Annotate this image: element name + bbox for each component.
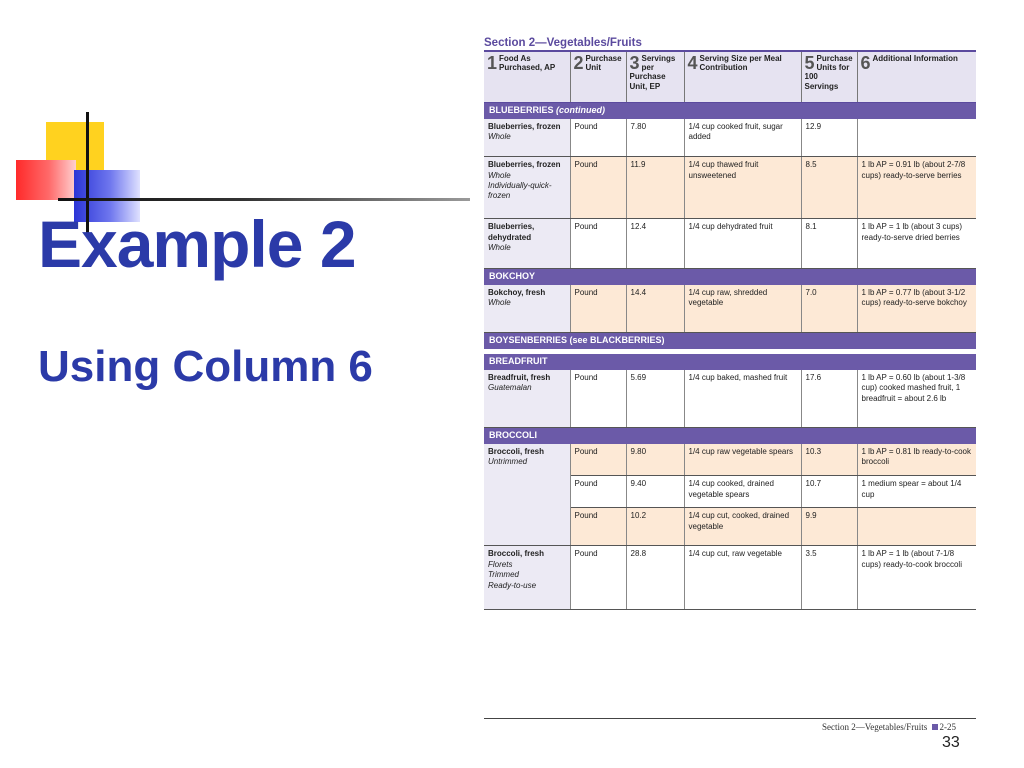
units-100-cell: 10.3 — [801, 444, 857, 476]
serving-size-cell: 1/4 cup cut, raw vegetable — [684, 546, 801, 610]
units-100-cell: 9.9 — [801, 508, 857, 546]
units-100-cell: 7.0 — [801, 285, 857, 333]
additional-info-cell — [857, 119, 976, 157]
purchase-unit-cell: Pound — [570, 157, 626, 219]
slide-title: Example 2 — [38, 207, 356, 281]
purchase-unit-cell: Pound — [570, 119, 626, 157]
food-cell: Bokchoy, fresh Whole — [484, 285, 570, 333]
serving-size-cell: 1/4 cup raw, shredded vegetable — [684, 285, 801, 333]
footer-rule — [484, 718, 976, 719]
servings-cell: 9.80 — [626, 444, 684, 476]
food-cell: Breadfruit, fresh Guatemalan — [484, 370, 570, 428]
purchase-unit-cell: Pound — [570, 285, 626, 333]
category-band-bokchoy: BOKCHOY — [484, 269, 976, 285]
servings-cell: 7.80 — [626, 119, 684, 157]
additional-info-cell: 1 lb AP = 0.81 lb ready-to-cook broccoli — [857, 444, 976, 476]
col-header-purchase-unit: 2 Purchase Unit — [570, 52, 626, 103]
food-cell: Broccoli, fresh Florets Trimmed Ready-to-use — [484, 546, 570, 610]
servings-cell: 9.40 — [626, 476, 684, 508]
col-header-food: 1 Food As Purchased, AP — [484, 52, 570, 103]
additional-info-cell: 1 lb AP = 0.91 lb (about 2-7/8 cups) ready-to-serve berries — [857, 157, 976, 219]
servings-cell: 28.8 — [626, 546, 684, 610]
col-header-units-100: 5 Purchase Units for 100 Servings — [801, 52, 857, 103]
purchase-unit-cell: Pound — [570, 370, 626, 428]
servings-cell: 12.4 — [626, 219, 684, 269]
slide-page-number: 33 — [942, 734, 960, 748]
footer-section-label: Section 2—Vegetables/Fruits — [822, 722, 928, 732]
units-100-cell: 8.5 — [801, 157, 857, 219]
additional-info-cell: 1 lb AP = 1 lb (about 7-1/8 cups) ready-to-cook broccoli — [857, 546, 976, 610]
decor-red-gradient-block — [16, 160, 76, 200]
serving-size-cell: 1/4 cup dehydrated fruit — [684, 219, 801, 269]
table-row — [484, 285, 976, 333]
additional-info-cell: 1 medium spear = about 1/4 cup — [857, 476, 976, 508]
purchase-unit-cell: Pound — [570, 476, 626, 508]
purchase-unit-cell: Pound — [570, 508, 626, 546]
table-row — [484, 444, 976, 476]
serving-size-cell: 1/4 cup cooked fruit, sugar added — [684, 119, 801, 157]
category-band-blueberries: BLUEBERRIES (continued) — [484, 103, 976, 119]
col-header-serving-size: 4 Serving Size per Meal Contribution — [684, 52, 801, 103]
units-100-cell: 12.9 — [801, 119, 857, 157]
serving-size-cell: 1/4 cup thawed fruit unsweetened — [684, 157, 801, 219]
table-row — [484, 119, 976, 157]
category-band-boysenberries: BOYSENBERRIES (see BLACKBERRIES) — [484, 333, 976, 352]
serving-size-cell: 1/4 cup raw vegetable spears — [684, 444, 801, 476]
table-row — [484, 157, 976, 219]
food-cell: Blueberries, frozen Whole Individually-quick-frozen — [484, 157, 570, 219]
units-100-cell: 17.6 — [801, 370, 857, 428]
table-row — [484, 370, 976, 428]
additional-info-cell: 1 lb AP = 1 lb (about 3 cups) ready-to-serve dried berries — [857, 219, 976, 269]
food-buying-guide-page — [484, 36, 976, 610]
col-header-additional-info: 6 Additional Information — [857, 52, 976, 103]
purchase-unit-cell: Pound — [570, 546, 626, 610]
section-title: Section 2—Vegetables/Fruits — [484, 36, 976, 52]
serving-size-cell: 1/4 cup cooked, drained vegetable spears — [684, 476, 801, 508]
purchase-unit-cell: Pound — [570, 444, 626, 476]
footer-page-ref: 2-25 — [939, 722, 956, 732]
servings-cell: 5.69 — [626, 370, 684, 428]
serving-size-cell: 1/4 cup cut, cooked, drained vegetable — [684, 508, 801, 546]
table-row — [484, 546, 976, 610]
purchase-unit-cell: Pound — [570, 219, 626, 269]
col-header-servings: 3 Servings per Purchase Unit, EP — [626, 52, 684, 103]
additional-info-cell — [857, 508, 976, 546]
servings-cell: 10.2 — [626, 508, 684, 546]
category-band-breadfruit: BREADFRUIT — [484, 352, 976, 370]
servings-cell: 11.9 — [626, 157, 684, 219]
food-cell: Blueberries, frozen Whole — [484, 119, 570, 157]
footer-square-icon — [932, 724, 938, 730]
units-100-cell: 10.7 — [801, 476, 857, 508]
page-footer — [822, 722, 956, 732]
food-cell: Blueberries, dehydrated Whole — [484, 219, 570, 269]
additional-info-cell: 1 lb AP = 0.77 lb (about 3-1/2 cups) ready-to-serve bokchoy — [857, 285, 976, 333]
servings-cell: 14.4 — [626, 285, 684, 333]
table-row — [484, 219, 976, 269]
units-100-cell: 3.5 — [801, 546, 857, 610]
slide-subtitle: Using Column 6 — [38, 342, 373, 391]
food-yield-table — [484, 52, 976, 610]
table-header-row — [484, 52, 976, 103]
additional-info-cell: 1 lb AP = 0.60 lb (about 1-3/8 cup) cooked mashed fruit, 1 breadfruit = about 2.6 lb — [857, 370, 976, 428]
decor-horizontal-line — [58, 198, 470, 201]
food-cell: Broccoli, fresh Untrimmed — [484, 444, 570, 546]
serving-size-cell: 1/4 cup baked, mashed fruit — [684, 370, 801, 428]
units-100-cell: 8.1 — [801, 219, 857, 269]
category-band-broccoli: BROCCOLI — [484, 428, 976, 444]
